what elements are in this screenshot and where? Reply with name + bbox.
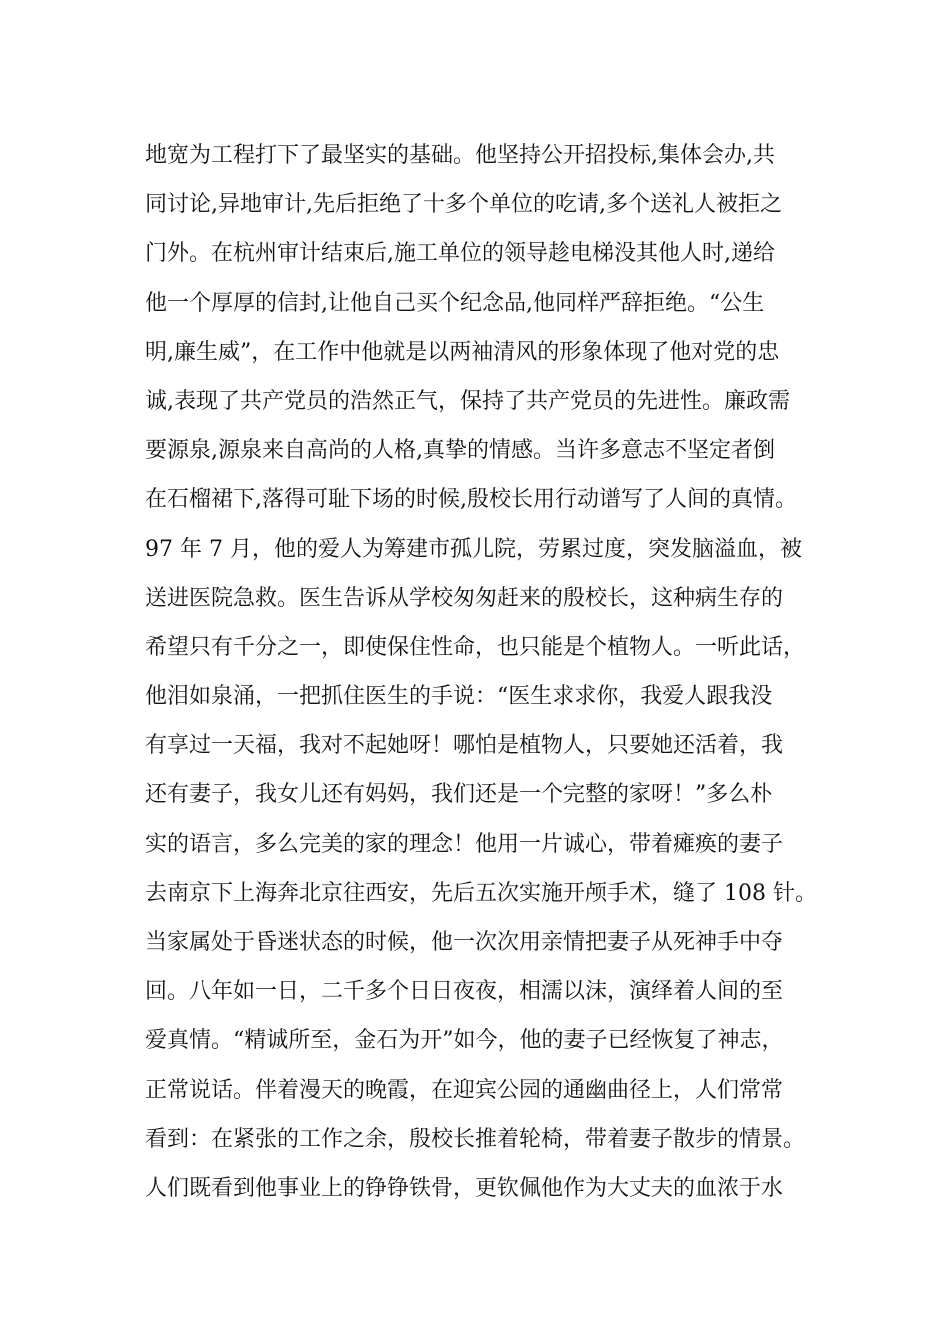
text-line: 诚,表现了共产党员的浩然正气，保持了共产党员的先进性。廉政需: [145, 388, 790, 414]
text-line: 有享过一天福，我对不起她呀！哪怕是植物人，只要她还活着，我: [145, 733, 784, 759]
text-line: 同讨论,异地审计,先后拒绝了十多个单位的吃请,多个送礼人被拒之: [145, 192, 782, 218]
text-line: 在石榴裙下,落得可耻下场的时候,殷校长用行动谱写了人间的真情。: [145, 487, 797, 513]
text-line: 送进医院急救。医生告诉从学校匆匆赶来的殷校长，这种病生存的: [145, 585, 784, 611]
text-line: 97 年 7 月，他的爱人为筹建市孤儿院，劳累过度，突发脑溢血，被: [145, 536, 802, 562]
text-line: 他泪如泉涌，一把抓住医生的手说：“医生求求你，我爱人跟我没: [145, 684, 773, 710]
body-text: [145, 131, 845, 1213]
text-line: 他一个厚厚的信封,让他自己买个纪念品,他同样严辞拒绝。“公生: [145, 290, 765, 316]
text-line: 看到：在紧张的工作之余，殷校长推着轮椅，带着妻子散步的情景。: [145, 1126, 806, 1152]
text-line: 明,廉生威”，在工作中他就是以两袖清风的形象体现了他对党的忠: [145, 339, 780, 365]
text-line: 正常说话。伴着漫天的晚霞，在迎宾公园的通幽曲径上，人们常常: [145, 1077, 784, 1103]
text-line: 当家属处于昏迷状态的时候，他一次次用亲情把妻子从死神手中夺: [145, 930, 784, 955]
text-line: 地宽为工程打下了最坚实的基础。他坚持公开招投标,集体会办,共: [145, 143, 775, 168]
text-line: 希望只有千分之一，即使保住性命，也只能是个植物人。一听此话，: [145, 634, 806, 660]
text-line: 门外。在杭州审计结束后,施工单位的领导趁电梯没其他人时,递给: [145, 241, 775, 267]
text-line: 要源泉,源泉来自高尚的人格,真挚的情感。当许多意志不坚定者倒: [145, 438, 775, 464]
text-line: 去南京下上海奔北京往西安，先后五次实施开颅手术，缝了 108 针。: [145, 880, 817, 906]
text-line: 人们既看到他事业上的铮铮铁骨，更钦佩他作为大丈夫的血浓于水: [145, 1175, 784, 1201]
text-line: 实的语言，多么完美的家的理念！他用一片诚心，带着瘫痪的妻子: [145, 831, 784, 857]
text-line: 回。八年如一日，二千多个日日夜夜，相濡以沫，演绎着人间的至: [145, 979, 784, 1005]
text-line: 还有妻子，我女儿还有妈妈，我们还是一个完整的家呀！”多么朴: [145, 782, 773, 808]
text-line: 爱真情。“精诚所至，金石为开”如今，他的妻子已经恢复了神志，: [145, 1028, 784, 1054]
